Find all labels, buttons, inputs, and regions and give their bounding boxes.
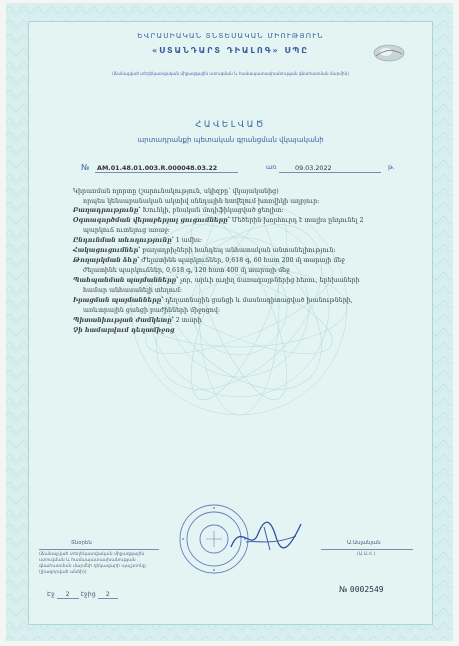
year-suffix: թ. [388, 163, 395, 171]
duration-text: 1 ամիս: [173, 237, 202, 244]
contraindication-line [73, 247, 336, 254]
sale-text: դեղատնային ցանցի և մասնագիտացված խանութների, [163, 297, 353, 304]
certificate-sheet [6, 3, 453, 641]
storage-line [73, 277, 360, 284]
sale-line-2: առևտրային ցանցի բաժինների միջոցով: [83, 307, 220, 314]
doc-subtitle: արտադրանքի պետական գրանցման վկայականի [137, 136, 324, 144]
inner-frame [28, 21, 433, 625]
duration-line [73, 237, 202, 244]
company-brand: «ՍՏԱՆԴԱՐՏ ԴԻԱԼՈԳ» ՍՊԸ [151, 46, 310, 55]
storage-label: Պահպանման պայմանները՝ [73, 277, 179, 284]
serial-label: № [339, 585, 348, 594]
shelf-life-text: 2 տարի [173, 317, 202, 324]
usage-label: Օգտագործման վերաբերյալ ցուցումները՝ [73, 217, 230, 224]
director-caption: (Ճանաչված տեղեկատվական միջազգային ստուգման և համապատասխանության գնահատման մարմնի ղեկավարի պաշտոնը (լիազորված անձի)) [39, 552, 146, 575]
form-text: Ժելատինե պարկուճներ, 0,618 գ, 60 հատ 200 մլ տարայի մեջ [139, 257, 345, 264]
sale-label: Իրացման պայմանները՝ [73, 297, 164, 304]
page-label: Էջ [47, 590, 55, 598]
page-of-label: էջից [80, 590, 96, 598]
page-total: 2 [98, 590, 118, 599]
shelf-life-line [73, 317, 202, 324]
form-line-2: ժելատինե պարկուճներ, 0,618 գ, 120 հատ 400 մլ տարայի մեջ [83, 267, 290, 274]
not-medicine-label: Չի համարվում դեղամիջոց [73, 327, 175, 334]
contraindication-label: Հակացուցումներ՝ [73, 247, 141, 254]
usage-line [73, 217, 364, 224]
sale-line [73, 297, 353, 304]
doc-title: ՀԱՎԵԼՎԱԾ [195, 120, 266, 130]
page-info [47, 590, 118, 599]
date-label: առ [266, 163, 277, 171]
director-title: Տնօրեն [71, 540, 92, 546]
header-subtitle: (Ճանաչված տեղեկատվական միջազգային ստուգման և համապատասխանության գնահատման մարմին) [112, 71, 349, 76]
contraindication-text: բաղադրիչների հանդեպ անհատական անտանելիություն: [140, 247, 336, 254]
usage-text: Մեծերին խորհուրդ է տալիս ընդունել 2 [229, 217, 364, 224]
form-line [73, 257, 345, 264]
company-logo-icon [372, 42, 406, 64]
composition-line [73, 207, 284, 214]
doc-number: AM.01.48.01.003.R.000048.03.22 [97, 164, 218, 172]
storage-line-2: համար անհասանելի տեղում: [83, 287, 183, 294]
body-line-2: որպես կենսաբանական ակտիվ սննդային հավելում խոռվիկի աղբյուր: [83, 198, 320, 205]
composition-label: Բաղադրությունը՝ [73, 207, 141, 214]
serial-number [339, 585, 384, 594]
doc-date: 09.03.2022 [295, 164, 332, 172]
number-label: № [81, 163, 90, 172]
signatory-name: Ա.Ասլանյան [347, 540, 381, 546]
signatory-caption: (Ա.Ա.Հ.) [357, 552, 376, 557]
page-number: 2 [57, 590, 79, 599]
not-medicine-line [73, 327, 174, 334]
composition-text: Խունկի, բնական մոդիֆիկացված ցեոլիտ: [140, 207, 284, 214]
body-line-1: Կիրառման ոլորտը (շարունակություն, սկիզբը՝ վկայականից) [73, 188, 279, 195]
storage-text: չոր, արևի ուղիղ ճառագայթներից հեռու, երեխաների [178, 277, 360, 284]
org-name: ԵՎՐԱՍԻԱԿԱՆ ՏՆՏԵՍԱԿԱՆ ՄԻՈՒԹՅՈՒՆ [137, 31, 324, 40]
usage-line-2: պարկուճ ուտելուց առաջ: [83, 227, 170, 234]
serial-value: 0002549 [349, 585, 384, 594]
shelf-life-label: Պիտանիության ժամկետը՝ [73, 317, 174, 324]
duration-label: Ընդունման տևողությունը՝ [73, 237, 174, 244]
form-label: Թողարկման ձևը՝ [73, 257, 140, 264]
signature-icon [226, 512, 306, 562]
